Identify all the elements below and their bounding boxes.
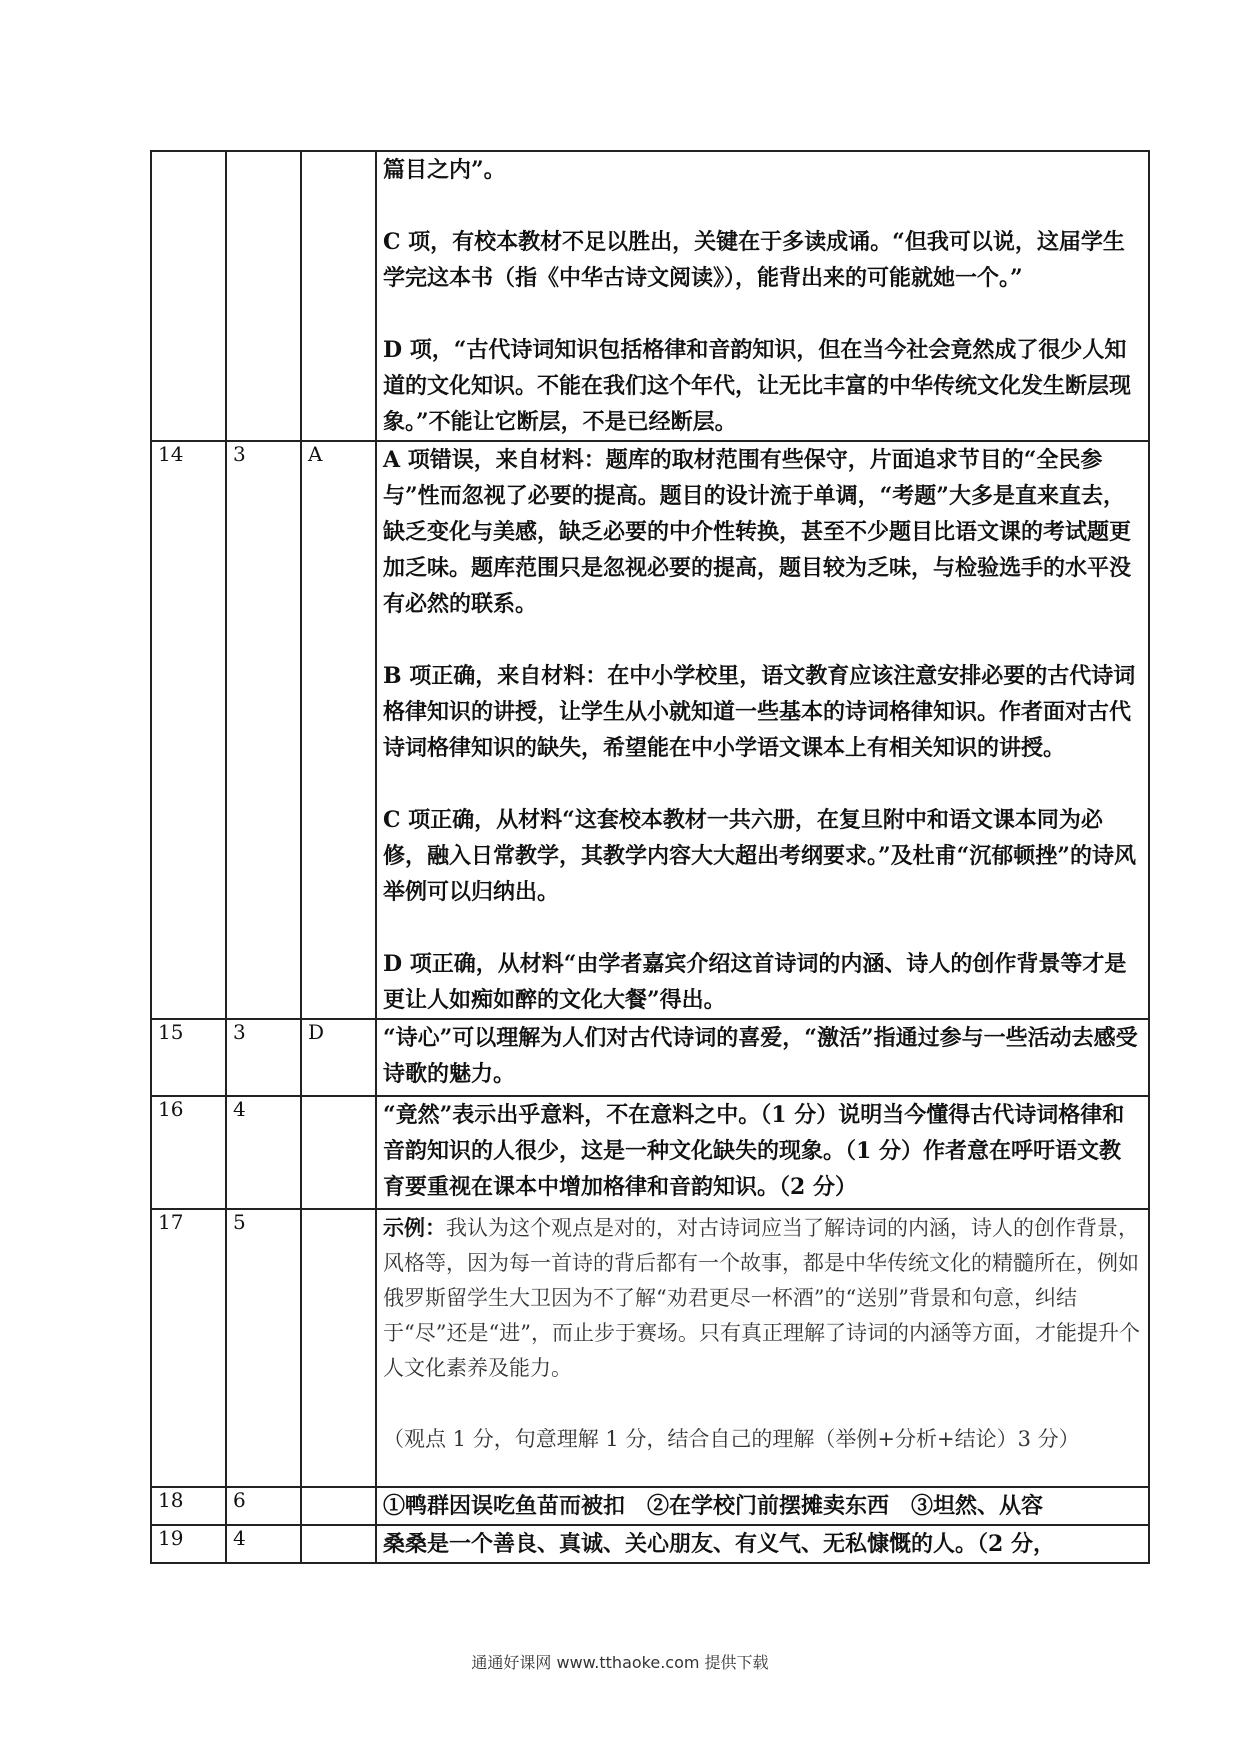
table-row [151, 1019, 1149, 1096]
question-number: 18 [151, 1487, 226, 1525]
explanation-paragraph: C 项正确，从材料“这套校本教材一共六册，在复旦附中和语文课本同为必修，融入日常教学，其教学内容大大超出考纲要求。”及杜甫“沉郁顿挫”的诗风举例可以归纳出。 [383, 807, 1136, 905]
question-number: 15 [151, 1019, 226, 1096]
explanation-paragraph: A 项错误，来自材料：题库的取材范围有些保守，片面追求节目的“全民参与”性而忽视了必要的提高。题目的设计流于单调，“考题”大多是直来直去，缺乏变化与美感，缺乏必要的中介性转换，甚至不少题目比语文课的考试题更加乏味。题库范围只是忽视必要的提高，题目较为乏味，与检验选手的水平没有必然的联系。 [383, 447, 1132, 617]
answer [301, 1525, 376, 1563]
answer [301, 151, 376, 441]
table-row [151, 1096, 1149, 1209]
question-number: 17 [151, 1209, 226, 1487]
explanation [376, 441, 1149, 1019]
score: 3 [226, 1019, 301, 1096]
table-row [151, 441, 1149, 1019]
answer [301, 1487, 376, 1525]
table-row [151, 1525, 1149, 1563]
score: 4 [226, 1525, 301, 1563]
explanation [376, 1487, 1149, 1525]
answer [301, 1209, 376, 1487]
explanation-paragraph: “竟然”表示出乎意料，不在意料之中。（1 分）说明当今懂得古代诗词格律和音韵知识的人很少，这是一种文化缺失的现象。（1 分）作者意在呼吁语文教育要重视在课本中增加格律和音韵知识。（2 分） [383, 1102, 1125, 1200]
score: 4 [226, 1096, 301, 1209]
explanation [376, 151, 1149, 441]
explanation-paragraph: C 项，有校本教材不足以胜出，关键在于多读成诵。“但我可以说，这届学生学完这本书（指《中华古诗文阅读》），能背出来的可能就她一个。” [383, 229, 1125, 291]
question-number: 14 [151, 441, 226, 1019]
table-row [151, 151, 1149, 441]
score: 6 [226, 1487, 301, 1525]
score [226, 151, 301, 441]
explanation-paragraph: D 项正确，从材料“由学者嘉宾介绍这首诗词的内涵、诗人的创作背景等才是更让人如痴如醉的文化大餐”得出。 [383, 951, 1127, 1013]
question-number [151, 151, 226, 441]
explanation [376, 1525, 1149, 1563]
table-row [151, 1209, 1149, 1487]
score: 5 [226, 1209, 301, 1487]
score: 3 [226, 441, 301, 1019]
table-row [151, 1487, 1149, 1525]
explanation-paragraph: B 项正确，来自材料：在中小学校里，语文教育应该注意安排必要的古代诗词格律知识的讲授，让学生从小就知道一些基本的诗词格律知识。作者面对古代诗词格律知识的缺失，希望能在中小学语文课本上有相关知识的讲授。 [383, 663, 1136, 761]
page-footer: 通通好课网 www.tthaoke.com 提供下载 [471, 1653, 769, 1672]
answer-table [150, 150, 1150, 1564]
question-number: 19 [151, 1525, 226, 1563]
answer: D [301, 1019, 376, 1096]
explanation [376, 1209, 1149, 1487]
explanation-paragraph: ①鸭群因误吃鱼苗而被扣 ②在学校门前摆摊卖东西 ③坦然、从容 [383, 1493, 1044, 1519]
explanation-paragraph: （观点 1 分，句意理解 1 分，结合自己的理解（举例+分析+结论）3 分） [383, 1427, 1080, 1451]
example-label: 示例： [383, 1215, 446, 1240]
explanation-paragraph [383, 1210, 1142, 1386]
answer [301, 1096, 376, 1209]
explanation [376, 1096, 1149, 1209]
question-number: 16 [151, 1096, 226, 1209]
explanation [376, 1019, 1149, 1096]
explanation-paragraph: “诗心”可以理解为人们对古代诗词的喜爱，“激活”指通过参与一些活动去感受诗歌的魅力。 [383, 1025, 1138, 1087]
answer: A [301, 441, 376, 1019]
example-text: 我认为这个观点是对的，对古诗词应当了解诗词的内涵，诗人的创作背景，风格等，因为每一首诗的背后都有一个故事，都是中华传统文化的精髓所在，例如俄罗斯留学生大卫因为不了解“劝君更尽一杯酒”的“送别”背景和句意，纠结于“尽”还是“进”，而止步于赛场。只有真正理解了诗词的内涵等方面，才能提升个人文化素养及能力。 [383, 1216, 1140, 1380]
explanation-paragraph: 篇目之内”。 [383, 157, 506, 183]
explanation-paragraph: 桑桑是一个善良、真诚、关心朋友、有义气、无私慷慨的人。（2 分， [383, 1531, 1055, 1557]
explanation-paragraph: D 项，“古代诗词知识包括格律和音韵知识，但在当今社会竟然成了很少人知道的文化知识。不能在我们这个年代，让无比丰富的中华传统文化发生断层现象。”不能让它断层，不是已经断层。 [383, 337, 1132, 435]
